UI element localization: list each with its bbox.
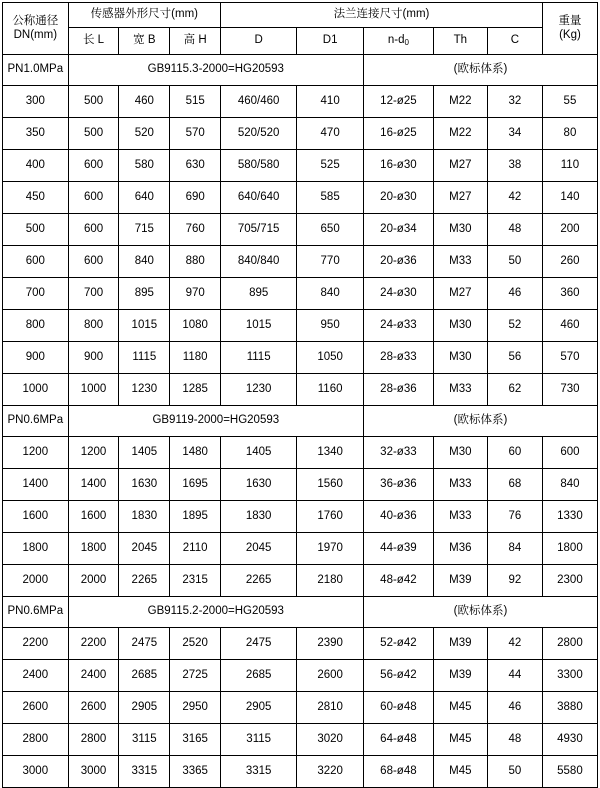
cell-weight: 140 — [542, 182, 597, 214]
cell-d: 1015 — [221, 310, 297, 342]
cell-height-h: 1895 — [170, 501, 221, 533]
cell-width-b: 2905 — [119, 692, 170, 724]
cell-weight: 5580 — [542, 756, 597, 788]
cell-d1: 2600 — [297, 660, 364, 692]
header-d1: D1 — [297, 28, 364, 55]
cell-n-d0: 60-ø48 — [363, 692, 433, 724]
header-sensor-dimensions: 传感器外形尺寸(mm) — [68, 3, 220, 28]
cell-length-l: 1200 — [68, 437, 119, 469]
cell-width-b: 2045 — [119, 533, 170, 565]
section-note: (欧标体系) — [363, 597, 597, 628]
cell-dn: 3000 — [3, 756, 69, 788]
cell-d: 2475 — [221, 628, 297, 660]
cell-width-b: 895 — [119, 278, 170, 310]
cell-d1: 1050 — [297, 342, 364, 374]
cell-c: 48 — [487, 724, 542, 756]
table-row — [3, 310, 598, 342]
cell-width-b: 1405 — [119, 437, 170, 469]
table-row — [3, 501, 598, 533]
cell-n-d0: 24-ø33 — [363, 310, 433, 342]
cell-width-b: 580 — [119, 150, 170, 182]
cell-th: M33 — [433, 374, 487, 406]
cell-dn: 400 — [3, 150, 69, 182]
cell-height-h: 2950 — [170, 692, 221, 724]
cell-weight: 2300 — [542, 565, 597, 597]
cell-n-d0: 28-ø33 — [363, 342, 433, 374]
cell-d1: 470 — [297, 118, 364, 150]
cell-dn: 1200 — [3, 437, 69, 469]
cell-th: M22 — [433, 86, 487, 118]
cell-c: 48 — [487, 214, 542, 246]
cell-c: 38 — [487, 150, 542, 182]
cell-weight: 730 — [542, 374, 597, 406]
cell-height-h: 690 — [170, 182, 221, 214]
cell-length-l: 600 — [68, 214, 119, 246]
section-pressure-rating: PN1.0MPa — [3, 55, 69, 86]
cell-height-h: 2520 — [170, 628, 221, 660]
cell-weight: 360 — [542, 278, 597, 310]
cell-d1: 770 — [297, 246, 364, 278]
header-n-d0 — [363, 28, 433, 55]
cell-n-d0: 20-ø30 — [363, 182, 433, 214]
cell-n-d0: 68-ø48 — [363, 756, 433, 788]
header-flange-dimensions: 法兰连接尺寸(mm) — [221, 3, 543, 28]
cell-dn: 700 — [3, 278, 69, 310]
cell-d: 580/580 — [221, 150, 297, 182]
cell-length-l: 700 — [68, 278, 119, 310]
cell-length-l: 2200 — [68, 628, 119, 660]
cell-th: M30 — [433, 342, 487, 374]
table-body — [3, 55, 598, 788]
cell-d: 1230 — [221, 374, 297, 406]
cell-th: M22 — [433, 118, 487, 150]
cell-d: 520/520 — [221, 118, 297, 150]
cell-c: 44 — [487, 660, 542, 692]
cell-height-h: 1080 — [170, 310, 221, 342]
cell-height-h: 1180 — [170, 342, 221, 374]
cell-dn: 2800 — [3, 724, 69, 756]
cell-length-l: 2400 — [68, 660, 119, 692]
cell-weight: 1800 — [542, 533, 597, 565]
table-row — [3, 278, 598, 310]
table-row — [3, 342, 598, 374]
cell-d: 3115 — [221, 724, 297, 756]
cell-height-h: 2725 — [170, 660, 221, 692]
cell-height-h: 2110 — [170, 533, 221, 565]
cell-weight: 460 — [542, 310, 597, 342]
table-row — [3, 756, 598, 788]
cell-d1: 1160 — [297, 374, 364, 406]
cell-weight: 3300 — [542, 660, 597, 692]
cell-length-l: 1600 — [68, 501, 119, 533]
cell-height-h: 760 — [170, 214, 221, 246]
header-nominal-diameter — [3, 3, 69, 55]
cell-c: 68 — [487, 469, 542, 501]
cell-length-l: 2800 — [68, 724, 119, 756]
cell-d1: 525 — [297, 150, 364, 182]
section-standard: GB9115.2-2000=HG20593 — [68, 597, 363, 628]
cell-n-d0: 64-ø48 — [363, 724, 433, 756]
cell-d: 640/640 — [221, 182, 297, 214]
cell-length-l: 600 — [68, 182, 119, 214]
cell-th: M33 — [433, 501, 487, 533]
cell-d: 2685 — [221, 660, 297, 692]
table-row — [3, 660, 598, 692]
cell-d1: 950 — [297, 310, 364, 342]
cell-length-l: 2600 — [68, 692, 119, 724]
cell-length-l: 600 — [68, 150, 119, 182]
cell-length-l: 500 — [68, 86, 119, 118]
cell-dn: 350 — [3, 118, 69, 150]
cell-dn: 450 — [3, 182, 69, 214]
cell-length-l: 3000 — [68, 756, 119, 788]
cell-th: M27 — [433, 278, 487, 310]
cell-weight: 80 — [542, 118, 597, 150]
cell-th: M45 — [433, 724, 487, 756]
cell-height-h: 880 — [170, 246, 221, 278]
cell-n-d0: 44-ø39 — [363, 533, 433, 565]
cell-weight: 110 — [542, 150, 597, 182]
cell-dn: 1400 — [3, 469, 69, 501]
cell-d1: 2810 — [297, 692, 364, 724]
cell-n-d0: 12-ø25 — [363, 86, 433, 118]
cell-length-l: 1800 — [68, 533, 119, 565]
cell-d1: 1970 — [297, 533, 364, 565]
cell-d1: 3220 — [297, 756, 364, 788]
cell-d: 2045 — [221, 533, 297, 565]
cell-th: M27 — [433, 182, 487, 214]
cell-th: M39 — [433, 565, 487, 597]
header-weight-line1: 重量 — [558, 15, 582, 28]
cell-weight: 2800 — [542, 628, 597, 660]
cell-dn: 1000 — [3, 374, 69, 406]
cell-th: M45 — [433, 692, 487, 724]
cell-width-b: 640 — [119, 182, 170, 214]
header-th: Th — [433, 28, 487, 55]
cell-dn: 2400 — [3, 660, 69, 692]
cell-c: 76 — [487, 501, 542, 533]
cell-dn: 600 — [3, 246, 69, 278]
cell-height-h: 515 — [170, 86, 221, 118]
cell-c: 42 — [487, 628, 542, 660]
table-row — [3, 150, 598, 182]
cell-length-l: 1000 — [68, 374, 119, 406]
cell-d1: 3020 — [297, 724, 364, 756]
cell-width-b: 840 — [119, 246, 170, 278]
table-row — [3, 182, 598, 214]
header-weight — [542, 3, 597, 55]
cell-d: 1630 — [221, 469, 297, 501]
table-row — [3, 118, 598, 150]
cell-n-d0: 24-ø30 — [363, 278, 433, 310]
cell-dn: 900 — [3, 342, 69, 374]
cell-th: M39 — [433, 628, 487, 660]
table-row — [3, 628, 598, 660]
cell-c: 62 — [487, 374, 542, 406]
cell-th: M30 — [433, 310, 487, 342]
cell-height-h: 1695 — [170, 469, 221, 501]
cell-length-l: 900 — [68, 342, 119, 374]
cell-dn: 800 — [3, 310, 69, 342]
cell-width-b: 460 — [119, 86, 170, 118]
cell-weight: 1330 — [542, 501, 597, 533]
cell-c: 56 — [487, 342, 542, 374]
cell-width-b: 1230 — [119, 374, 170, 406]
header-height-h: 高 H — [170, 28, 221, 55]
cell-weight: 600 — [542, 437, 597, 469]
cell-n-d0: 32-ø33 — [363, 437, 433, 469]
cell-width-b: 2265 — [119, 565, 170, 597]
cell-weight: 55 — [542, 86, 597, 118]
table-row — [3, 374, 598, 406]
cell-d1: 1560 — [297, 469, 364, 501]
cell-n-d0: 16-ø25 — [363, 118, 433, 150]
cell-height-h: 3365 — [170, 756, 221, 788]
cell-width-b: 1115 — [119, 342, 170, 374]
section-header-row — [3, 406, 598, 437]
cell-n-d0: 48-ø42 — [363, 565, 433, 597]
table-row — [3, 692, 598, 724]
cell-c: 84 — [487, 533, 542, 565]
cell-d: 840/840 — [221, 246, 297, 278]
cell-th: M30 — [433, 437, 487, 469]
cell-length-l: 600 — [68, 246, 119, 278]
cell-th: M30 — [433, 214, 487, 246]
section-header-row — [3, 55, 598, 86]
cell-d: 1115 — [221, 342, 297, 374]
section-note: (欧标体系) — [363, 55, 597, 86]
cell-d: 895 — [221, 278, 297, 310]
cell-c: 32 — [487, 86, 542, 118]
cell-height-h: 630 — [170, 150, 221, 182]
header-n-d0-subscript: 0 — [404, 38, 409, 48]
section-note: (欧标体系) — [363, 406, 597, 437]
cell-dn: 2600 — [3, 692, 69, 724]
cell-d: 1405 — [221, 437, 297, 469]
table-header — [3, 3, 598, 55]
cell-width-b: 3115 — [119, 724, 170, 756]
header-nominal-diameter-line1: 公称通径 — [12, 15, 59, 28]
cell-d: 460/460 — [221, 86, 297, 118]
cell-d1: 410 — [297, 86, 364, 118]
cell-width-b: 2685 — [119, 660, 170, 692]
cell-c: 50 — [487, 246, 542, 278]
cell-c: 52 — [487, 310, 542, 342]
cell-th: M45 — [433, 756, 487, 788]
cell-width-b: 520 — [119, 118, 170, 150]
cell-n-d0: 16-ø30 — [363, 150, 433, 182]
header-d: D — [221, 28, 297, 55]
cell-n-d0: 56-ø42 — [363, 660, 433, 692]
cell-d1: 2390 — [297, 628, 364, 660]
cell-th: M39 — [433, 660, 487, 692]
cell-d: 2265 — [221, 565, 297, 597]
cell-dn: 2000 — [3, 565, 69, 597]
cell-th: M33 — [433, 469, 487, 501]
header-width-b: 宽 B — [119, 28, 170, 55]
cell-c: 42 — [487, 182, 542, 214]
table-row — [3, 565, 598, 597]
cell-weight: 570 — [542, 342, 597, 374]
header-n-d0-text: n-d — [387, 34, 405, 47]
cell-th: M27 — [433, 150, 487, 182]
cell-th: M33 — [433, 246, 487, 278]
cell-length-l: 800 — [68, 310, 119, 342]
cell-d1: 650 — [297, 214, 364, 246]
cell-height-h: 1285 — [170, 374, 221, 406]
cell-weight: 3880 — [542, 692, 597, 724]
header-nominal-diameter-line2: DN(mm) — [13, 28, 58, 41]
cell-n-d0: 52-ø42 — [363, 628, 433, 660]
cell-dn: 500 — [3, 214, 69, 246]
table-row — [3, 469, 598, 501]
cell-height-h: 3165 — [170, 724, 221, 756]
table-row — [3, 246, 598, 278]
header-c: C — [487, 28, 542, 55]
cell-width-b: 1630 — [119, 469, 170, 501]
cell-d1: 585 — [297, 182, 364, 214]
cell-n-d0: 40-ø36 — [363, 501, 433, 533]
cell-dn: 2200 — [3, 628, 69, 660]
cell-d1: 1760 — [297, 501, 364, 533]
flange-spec-table — [2, 2, 598, 788]
cell-weight: 4930 — [542, 724, 597, 756]
section-header-row — [3, 597, 598, 628]
section-pressure-rating: PN0.6MPa — [3, 597, 69, 628]
cell-n-d0: 20-ø34 — [363, 214, 433, 246]
section-standard: GB9115.3-2000=HG20593 — [68, 55, 363, 86]
table-row — [3, 533, 598, 565]
cell-n-d0: 20-ø36 — [363, 246, 433, 278]
cell-dn: 1800 — [3, 533, 69, 565]
cell-d: 1830 — [221, 501, 297, 533]
cell-weight: 260 — [542, 246, 597, 278]
cell-d: 705/715 — [221, 214, 297, 246]
table-row — [3, 214, 598, 246]
cell-height-h: 570 — [170, 118, 221, 150]
section-pressure-rating: PN0.6MPa — [3, 406, 69, 437]
cell-dn: 1600 — [3, 501, 69, 533]
cell-d1: 2180 — [297, 565, 364, 597]
cell-d: 2905 — [221, 692, 297, 724]
cell-width-b: 2475 — [119, 628, 170, 660]
table-row — [3, 724, 598, 756]
header-weight-line2: (Kg) — [559, 28, 581, 41]
cell-width-b: 1015 — [119, 310, 170, 342]
cell-width-b: 715 — [119, 214, 170, 246]
cell-c: 60 — [487, 437, 542, 469]
cell-c: 46 — [487, 692, 542, 724]
cell-c: 34 — [487, 118, 542, 150]
cell-weight: 840 — [542, 469, 597, 501]
cell-height-h: 2315 — [170, 565, 221, 597]
cell-height-h: 970 — [170, 278, 221, 310]
table-row — [3, 86, 598, 118]
cell-n-d0: 36-ø36 — [363, 469, 433, 501]
cell-height-h: 1480 — [170, 437, 221, 469]
cell-dn: 300 — [3, 86, 69, 118]
cell-width-b: 1830 — [119, 501, 170, 533]
cell-d1: 1340 — [297, 437, 364, 469]
cell-length-l: 500 — [68, 118, 119, 150]
cell-length-l: 1400 — [68, 469, 119, 501]
cell-c: 92 — [487, 565, 542, 597]
cell-width-b: 3315 — [119, 756, 170, 788]
cell-weight: 200 — [542, 214, 597, 246]
cell-length-l: 2000 — [68, 565, 119, 597]
cell-c: 46 — [487, 278, 542, 310]
cell-n-d0: 28-ø36 — [363, 374, 433, 406]
cell-c: 50 — [487, 756, 542, 788]
table-row — [3, 437, 598, 469]
section-standard: GB9119-2000=HG20593 — [68, 406, 363, 437]
header-length-l: 长 L — [68, 28, 119, 55]
cell-th: M36 — [433, 533, 487, 565]
cell-d1: 840 — [297, 278, 364, 310]
cell-d: 3315 — [221, 756, 297, 788]
